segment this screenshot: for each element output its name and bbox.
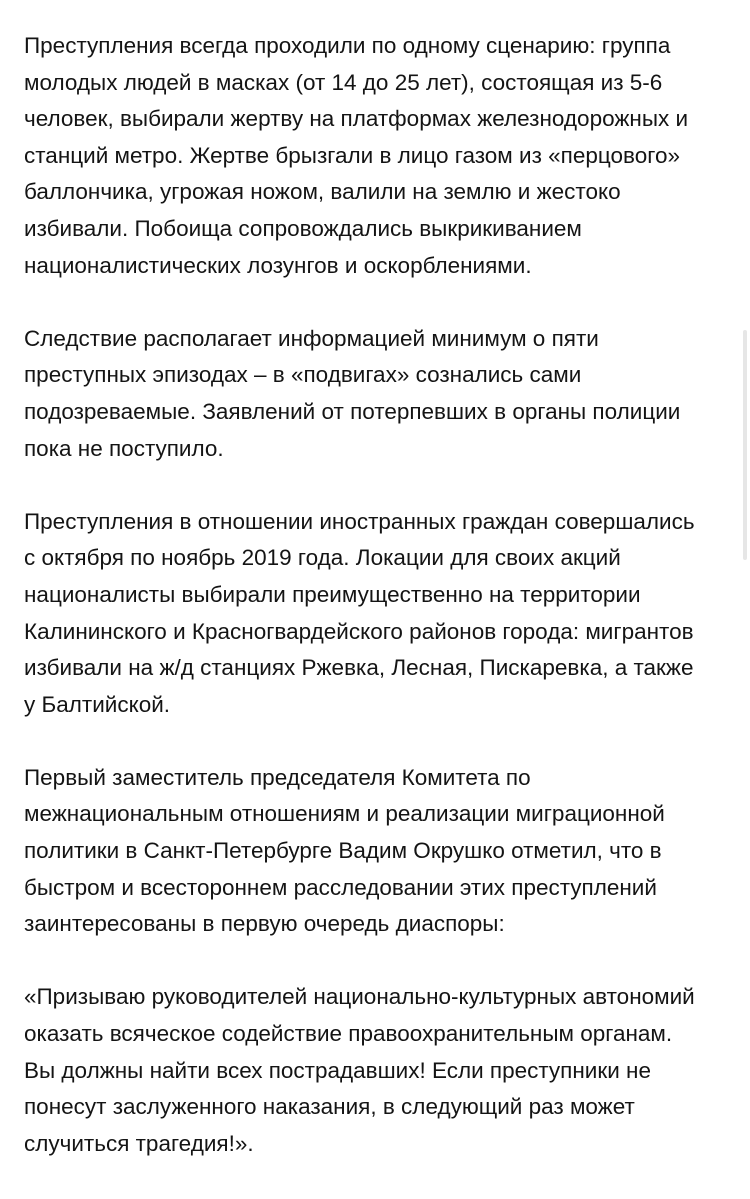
text-line: «Призываю руководителей национально-культурных автономий (24, 984, 695, 1010)
text-line: у Балтийской. (24, 691, 171, 717)
text-line: межнациональным отношениям и реализации миграционной (24, 801, 665, 827)
text-line: молодых людей в масках (от 14 до 25 лет), состоящая из 5-6 (24, 69, 663, 95)
text-line: Первый заместитель председателя Комитета по (24, 764, 531, 790)
text-line: оказать всяческое содействие правоохранительным органам. (24, 1021, 673, 1047)
paragraph-official-statement (24, 760, 746, 943)
text-line: Вы должны найти всех пострадавших! Если преступники не (24, 1057, 651, 1083)
paragraph-locations (24, 504, 746, 724)
scrollbar[interactable] (743, 330, 747, 560)
text-line: случиться трагедия!». (24, 1130, 254, 1156)
text-line: политики в Санкт-Петербурге Вадим Окрушко отметил, что в (24, 838, 662, 864)
text-line: быстром и всестороннем расследовании этих преступлений (24, 874, 657, 900)
text-line: станций метро. Жертве брызгали в лицо газом из «перцового» (24, 142, 680, 168)
text-line: баллончика, угрожая ножом, валили на землю и жестоко (24, 179, 621, 205)
text-line: подозреваемые. Заявлений от потерпевших в органы полиции (24, 398, 681, 424)
text-line: с октября по ноябрь 2019 года. Локации для своих акций (24, 545, 621, 571)
text-line: преступных эпизодах – в «подвигах» сознались сами (24, 362, 582, 388)
text-line: Следствие располагает информацией минимум о пяти (24, 325, 599, 351)
paragraph-attack-scenario (24, 28, 746, 284)
paragraph-quote (24, 979, 746, 1162)
text-line: Преступления в отношении иностранных граждан совершались (24, 508, 695, 534)
text-line: человек, выбирали жертву на платформах железнодорожных и (24, 106, 689, 132)
text-line: Преступления всегда проходили по одному сценарию: группа (24, 33, 671, 58)
text-line: понесут заслуженного наказания, в следующий раз может (24, 1094, 635, 1120)
text-line: националистических лозунгов и оскорблениями. (24, 252, 532, 278)
text-line: пока не поступило. (24, 435, 224, 461)
text-line: избивали на ж/д станциях Ржевка, Лесная, Пискаревка, а также (24, 655, 694, 681)
paragraph-investigation (24, 321, 746, 467)
text-line: заинтересованы в первую очередь диаспоры: (24, 911, 505, 937)
text-line: Калининского и Красногвардейского районов города: мигрантов (24, 618, 694, 644)
text-line: избивали. Побоища сопровождались выкрикиванием (24, 215, 582, 241)
article-body (24, 28, 746, 1199)
text-line: националисты выбирали преимущественно на территории (24, 581, 641, 607)
